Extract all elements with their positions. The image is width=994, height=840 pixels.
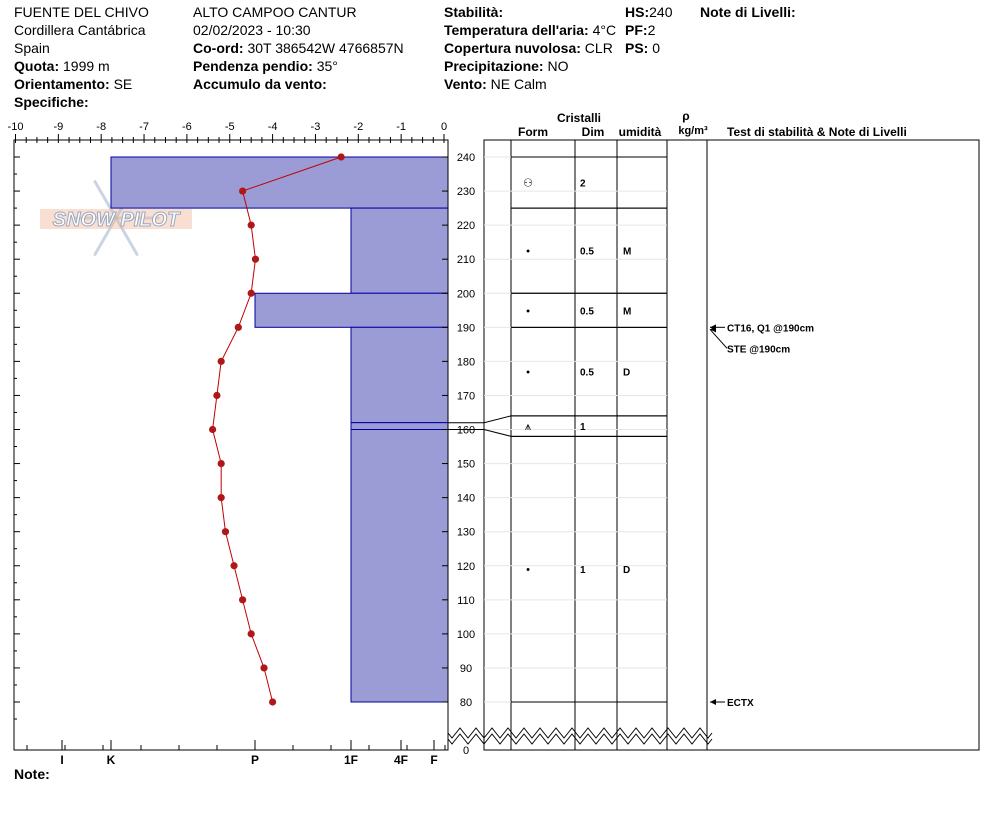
- height-tick-label: 100: [456, 628, 476, 641]
- hardness-layer: [351, 327, 448, 422]
- hardness-tick-label: F: [430, 753, 438, 767]
- hardness-tick-label: 1F: [343, 753, 359, 767]
- slope-label: Pendenza pendio:: [193, 58, 313, 74]
- axis-break-zigzag: [448, 734, 712, 744]
- height-tick-label: 240: [456, 152, 476, 164]
- wind-loading-label: Accumulo da vento:: [193, 76, 327, 92]
- temperature-tick-label: -8: [96, 121, 107, 133]
- temperature-point: [218, 358, 225, 365]
- temperature-point: [230, 562, 237, 569]
- coord-value: 30T 386542W 4766857N: [247, 40, 404, 56]
- height-tick-label: 150: [456, 458, 476, 471]
- layer-notes-title: Note di Livelli:: [700, 4, 796, 20]
- slope-value: 35°: [316, 58, 338, 74]
- temperature-point: [222, 528, 229, 535]
- height-tick-label: 130: [456, 526, 476, 539]
- temperature-tick-label: -2: [353, 121, 364, 133]
- hardness-layer: [351, 423, 448, 430]
- elevation-label: Quota:: [14, 58, 60, 74]
- height-tick-label: 80: [459, 697, 473, 709]
- temperature-point: [248, 630, 255, 637]
- height-tick-label: 0: [462, 745, 470, 757]
- temperature-tick-label: -1: [396, 121, 407, 133]
- temperature-tick-label: -7: [139, 121, 149, 133]
- temperature-tick-label: -3: [310, 121, 321, 133]
- hardness-layer: [111, 157, 448, 208]
- height-tick-label: 90: [459, 662, 473, 675]
- crystal-size: 0.5: [580, 367, 594, 379]
- layer-connector: [448, 416, 511, 423]
- hs-label: HS:: [625, 4, 650, 20]
- stability-test-label: CT16, Q1 @190cm: [727, 323, 815, 335]
- density-unit-header: kg/m³: [678, 125, 708, 137]
- temperature-point: [213, 392, 220, 399]
- country: Spain: [14, 40, 50, 56]
- crystal-table-frame: [484, 140, 979, 750]
- wind-value: NE Calm: [490, 76, 547, 92]
- rho-header: ρ: [682, 109, 690, 123]
- hardness-tick-label: 4F: [393, 753, 409, 767]
- temperature-tick-label: -5: [224, 121, 235, 133]
- temperature-point: [235, 324, 242, 331]
- temperature-tick-label: -4: [267, 121, 278, 133]
- crystal-form: •: [526, 366, 530, 379]
- crystal-wetness: D: [623, 565, 631, 577]
- crystal-form: •: [526, 564, 530, 577]
- precip-label: Precipitazione:: [444, 58, 544, 74]
- height-tick-label: 180: [456, 356, 476, 369]
- elevation-value: 1999 m: [63, 58, 110, 74]
- crystal-table: [448, 109, 907, 702]
- date-time: 02/02/2023 - 10:30: [193, 22, 311, 38]
- location-name: FUENTE DEL CHIVO: [14, 4, 149, 20]
- crystal-wetness: M: [623, 246, 632, 258]
- temperature-tick-label: 0: [440, 121, 448, 133]
- air-temp-value: 4°C: [592, 22, 617, 38]
- ps-value: 0: [652, 40, 661, 56]
- crystal-wetness: D: [623, 367, 631, 379]
- tests-header: Test di stabilità & Note di Livelli: [727, 125, 907, 139]
- hardness-layer: [351, 208, 448, 293]
- hs-value: 240: [649, 4, 673, 20]
- temperature-point: [260, 664, 267, 671]
- temperature-profile: [209, 153, 345, 705]
- pf-label: PF:: [625, 22, 648, 38]
- temperature-point: [248, 290, 255, 297]
- temperature-point: [269, 698, 276, 705]
- temperature-point: [239, 596, 246, 603]
- crystal-size: 1: [580, 422, 586, 434]
- crystal-size: 2: [580, 178, 586, 190]
- height-tick-label: 200: [456, 288, 476, 301]
- test-pointer: [710, 329, 727, 348]
- height-tick-label: 170: [456, 390, 476, 403]
- temperature-point: [218, 494, 225, 501]
- hardness-layers: [111, 157, 448, 702]
- temperature-line: [213, 157, 342, 702]
- aspect-value: SE: [113, 76, 133, 92]
- temperature-point: [209, 426, 216, 433]
- hardness-tick-label: K: [106, 753, 116, 767]
- crystal-form: •: [526, 305, 530, 318]
- cloud-label: Copertura nuvolosa:: [444, 40, 581, 56]
- logo-text: SNOW PILOT: [52, 209, 180, 231]
- ps-label: PS:: [625, 40, 649, 56]
- plot-frames: [14, 140, 979, 750]
- precip-value: NO: [547, 58, 569, 74]
- crystal-form: ⩚: [524, 421, 532, 434]
- test-arrowhead: [710, 699, 716, 705]
- temperature-point: [218, 460, 225, 467]
- stability-test-label: STE @190cm: [727, 344, 791, 356]
- height-tick-label: 120: [456, 560, 476, 573]
- crystal-size: 0.5: [580, 306, 594, 318]
- wetness-header: umidità: [618, 125, 662, 139]
- air-temp-label: Temperatura dell'aria:: [444, 22, 589, 38]
- temperature-point: [252, 256, 259, 263]
- crystal-form: ⚇: [523, 177, 533, 190]
- height-tick-label: 110: [457, 594, 475, 607]
- aspect-label: Orientamento:: [14, 76, 110, 92]
- hardness-tick-label: I: [60, 753, 64, 767]
- stability-tests: [710, 323, 814, 709]
- axis-break-zigzag: [448, 728, 712, 738]
- height-tick-label: 210: [456, 254, 476, 267]
- temperature-tick-label: -10: [7, 121, 24, 133]
- hardness-tick-label: P: [250, 753, 260, 767]
- height-tick-label: 140: [456, 492, 476, 505]
- crystal-form: •: [526, 245, 530, 258]
- height-tick-label: 190: [456, 322, 476, 335]
- site-name: ALTO CAMPOO CANTUR: [193, 4, 357, 20]
- hardness-layer: [255, 293, 448, 327]
- hardness-layer: [351, 430, 448, 703]
- temperature-point: [338, 153, 345, 160]
- cloud-value: CLR: [584, 40, 613, 56]
- temperature-tick-label: -9: [53, 121, 64, 133]
- height-tick-label: 160: [456, 424, 476, 437]
- crystals-header: Cristalli: [556, 111, 602, 125]
- coord-label: Co-ord:: [193, 40, 244, 56]
- form-header: Form: [518, 125, 548, 139]
- stability-label: Stabilità:: [444, 4, 504, 20]
- temperature-tick-label: -6: [182, 121, 192, 133]
- mountain-range: Cordillera Cantábrica: [14, 22, 146, 38]
- notes-label: Note:: [14, 766, 50, 782]
- crystal-size: 1: [580, 565, 586, 577]
- wind-label: Vento:: [444, 76, 487, 92]
- pf-value: 2: [647, 22, 656, 38]
- temperature-point: [239, 187, 246, 194]
- height-tick-label: 230: [456, 186, 476, 199]
- crystal-size: 0.5: [580, 246, 594, 258]
- crystal-wetness: M: [623, 306, 632, 318]
- stability-test-label: ECTX: [727, 698, 754, 709]
- temperature-point: [248, 222, 255, 229]
- specifics-label: Specifiche:: [14, 94, 89, 110]
- height-tick-label: 220: [456, 220, 476, 233]
- size-header: Dim: [581, 125, 605, 139]
